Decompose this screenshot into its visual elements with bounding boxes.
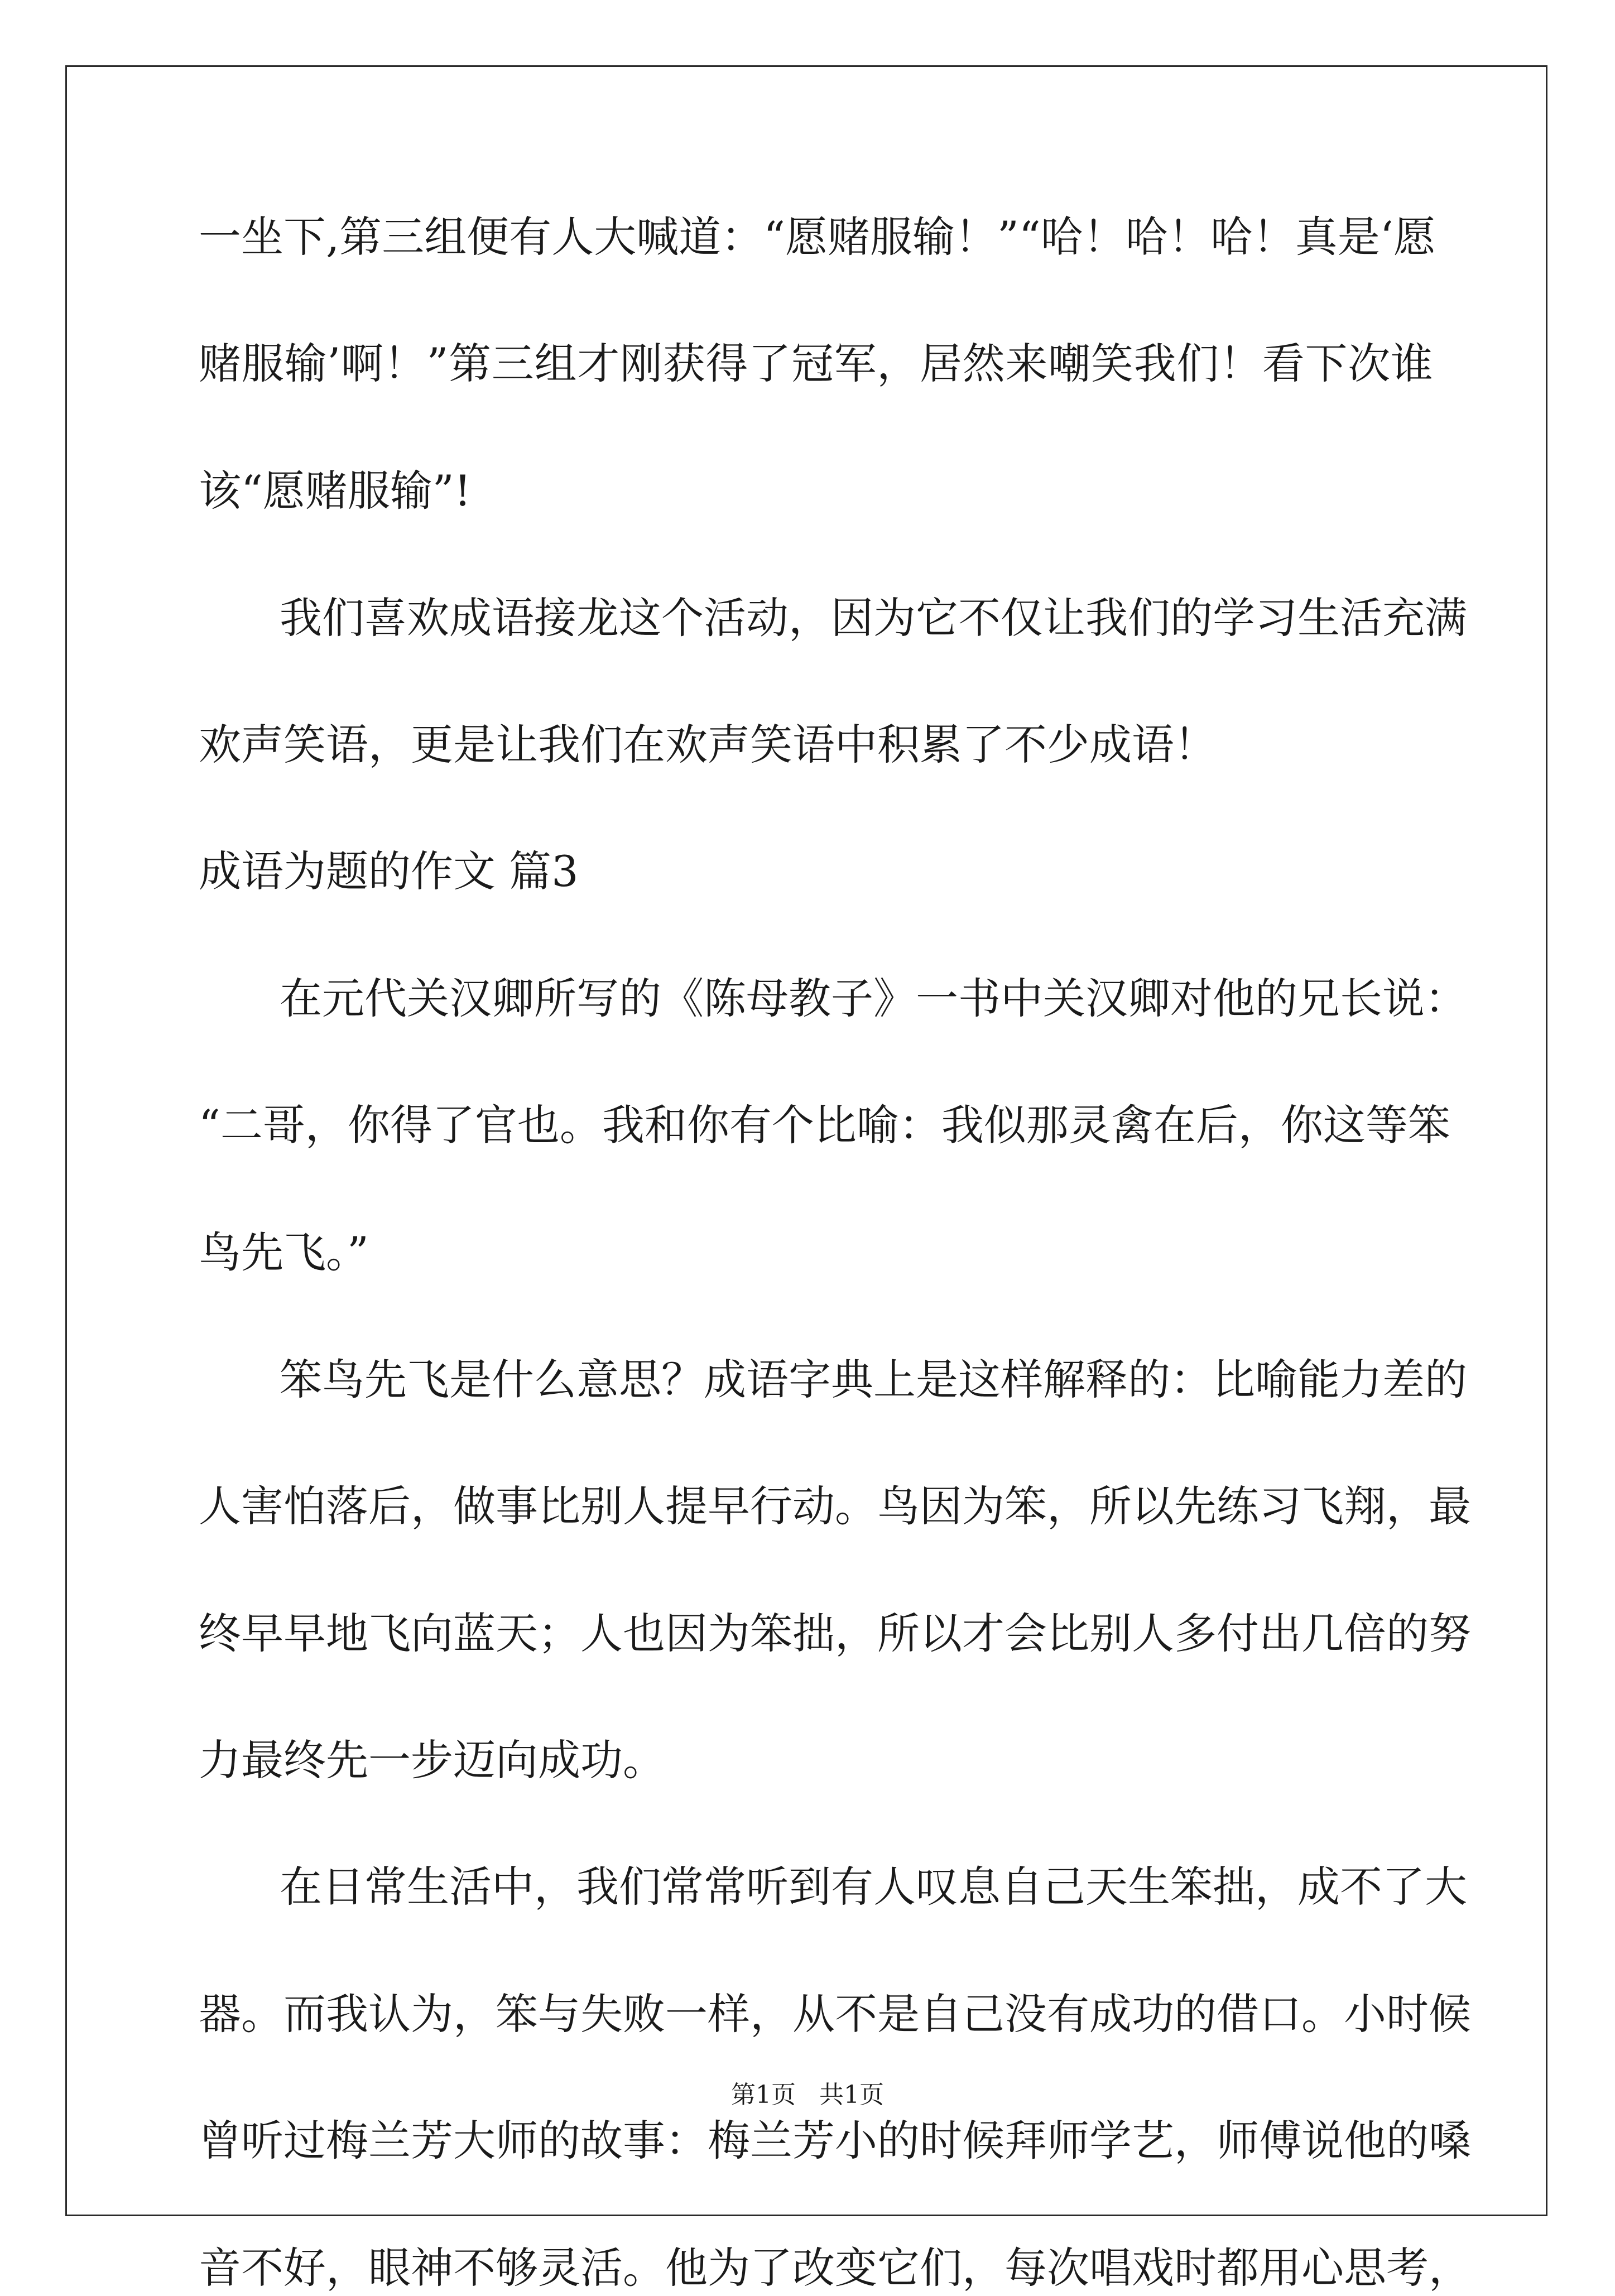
text-line: “二哥，你得了官也。我和你有个比喻：我似那灵禽在后，你这等笨 xyxy=(199,1100,1450,1150)
text-line: 器。而我认为，笨与失败一样，从不是自己没有成功的借口。小时候 xyxy=(199,1989,1471,2039)
page-number: 第1页 共1页 xyxy=(731,2081,884,2109)
text-line: 终早早地飞向蓝天；人也因为笨拙，所以才会比别人多付出几倍的努 xyxy=(199,1609,1471,1658)
section-heading: 成语为题的作文 篇3 xyxy=(199,846,579,896)
text-line: 音不好，眼神不够灵活。他为了改变它们，每次唱戏时都用心思考， xyxy=(199,2243,1471,2293)
paragraph-first-line: 在日常生活中，我们常常听到有人叹息自己天生笨拙，成不了大 xyxy=(280,1862,1467,1912)
text-line: 鸟先飞。” xyxy=(199,1228,369,1277)
paragraph-first-line: 在元代关汉卿所写的《陈母教子》一书中关汉卿对他的兄长说： xyxy=(280,974,1467,1023)
text-line: 赌服输’啊！”第三组才刚获得了冠军，居然来嘲笑我们！看下次谁 xyxy=(199,339,1433,388)
text-line: 曾听过梅兰芳大师的故事：梅兰芳小的时候拜师学艺，师傅说他的嗓 xyxy=(199,2116,1471,2165)
text-line: 欢声笑语，更是让我们在欢声笑语中积累了不少成语！ xyxy=(199,720,1217,769)
paragraph-first-line: 笨鸟先飞是什么意思？成语字典上是这样解释的：比喻能力差的 xyxy=(280,1355,1467,1404)
text-line: 该“愿赌服输”! xyxy=(199,466,472,516)
text-line: 力最终先一步迈向成功。 xyxy=(199,1735,665,1785)
text-line: 人害怕落后，做事比别人提早行动。鸟因为笨，所以先练习飞翔，最 xyxy=(199,1481,1471,1531)
text-line: 一坐下,第三组便有人大喊道：“愿赌服输！”“哈！哈！哈！真是‘愿 xyxy=(199,212,1436,262)
paragraph-first-line: 我们喜欢成语接龙这个活动，因为它不仅让我们的学习生活充满 xyxy=(280,593,1467,643)
